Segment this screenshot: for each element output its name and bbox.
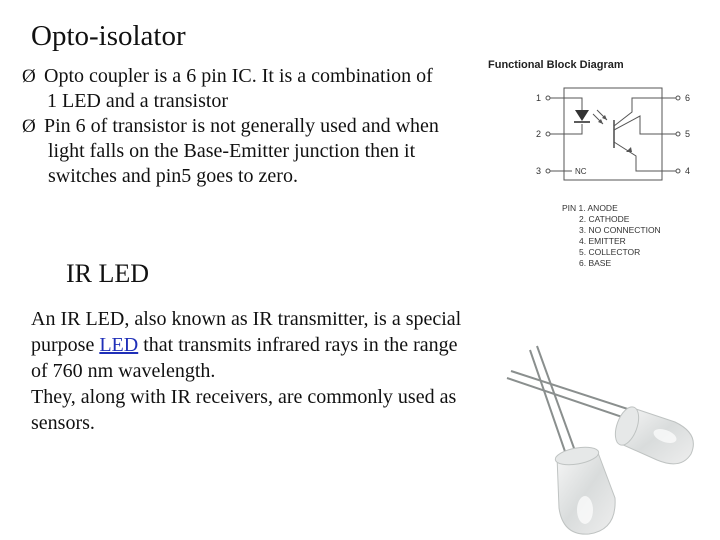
- pin-terminal: [676, 132, 680, 136]
- pin-description: 5. COLLECTOR: [579, 247, 641, 257]
- pin-description: PIN 1. ANODE: [562, 203, 618, 213]
- optocoupler-schematic: [486, 58, 691, 203]
- slide-title: Opto-isolator: [31, 20, 186, 52]
- bullet-text: switches and pin5 goes to zero.: [48, 165, 298, 187]
- led-diode-icon: [575, 110, 589, 121]
- bullet-text: Pin 6 of transistor is not generally used and when: [44, 115, 439, 137]
- pin-description-list: [562, 203, 661, 269]
- section-heading: IR LED: [66, 259, 150, 288]
- bullet-list: [22, 64, 492, 189]
- paragraph-text: purpose: [31, 334, 100, 356]
- pin-terminal: [546, 96, 550, 100]
- paragraph-line: They, along with IR receivers, are commonly used as: [31, 386, 457, 408]
- bullet-item: [22, 114, 492, 189]
- pin-terminal: [676, 169, 680, 173]
- bullet-arrow-icon: Ø: [22, 116, 36, 137]
- pin-description: 4. EMITTER: [579, 236, 626, 246]
- led-anode-wire: [564, 98, 582, 110]
- emitter-wire: [614, 142, 662, 171]
- paragraph-text: that transmits infrared rays in the range: [138, 334, 458, 356]
- bullet-text: Opto coupler is a 6 pin IC. It is a combination of: [44, 65, 433, 87]
- bullet-item: [22, 64, 492, 114]
- paragraph-line: sensors.: [31, 412, 95, 434]
- pin-number: 6: [685, 93, 691, 103]
- paragraph-line: [31, 332, 511, 358]
- pin-number: 3: [535, 166, 541, 176]
- ir-led-image: [505, 338, 705, 538]
- functional-block-diagram: [486, 58, 691, 273]
- diagram-title: Functional Block Diagram: [488, 59, 624, 71]
- nc-label: NC: [575, 167, 587, 176]
- pin-description: 3. NO CONNECTION: [579, 225, 661, 235]
- pin-number: 4: [685, 166, 691, 176]
- ir-led-paragraph: [31, 306, 511, 436]
- pin-number: 5: [685, 129, 691, 139]
- pin-number: 2: [535, 129, 541, 139]
- paragraph-line: of 760 nm wavelength.: [31, 360, 216, 382]
- led-lead: [530, 350, 570, 466]
- bullet-text: 1 LED and a transistor: [47, 90, 229, 112]
- bullet-arrow-icon: Ø: [22, 66, 36, 87]
- pin-terminal: [546, 132, 550, 136]
- collector-wire: [614, 116, 662, 134]
- led-link[interactable]: LED: [99, 334, 139, 356]
- pin-terminal: [676, 96, 680, 100]
- bullet-text: light falls on the Base-Emitter junction then it: [48, 140, 416, 162]
- led-lead: [537, 346, 579, 462]
- ir-led-lower-icon: [554, 444, 615, 534]
- base-wire: [614, 98, 662, 126]
- emitter-arrow-icon: [626, 147, 632, 152]
- ir-led-upper-icon: [611, 404, 694, 464]
- led-cathode-wire: [564, 124, 582, 134]
- pin-number: 1: [535, 93, 541, 103]
- pin-description: 6. BASE: [579, 258, 612, 268]
- led-lead: [511, 371, 643, 414]
- paragraph-line: An IR LED, also known as IR transmitter, is a special: [31, 308, 462, 330]
- pin-terminal: [546, 169, 550, 173]
- pin-description: 2. CATHODE: [579, 214, 630, 224]
